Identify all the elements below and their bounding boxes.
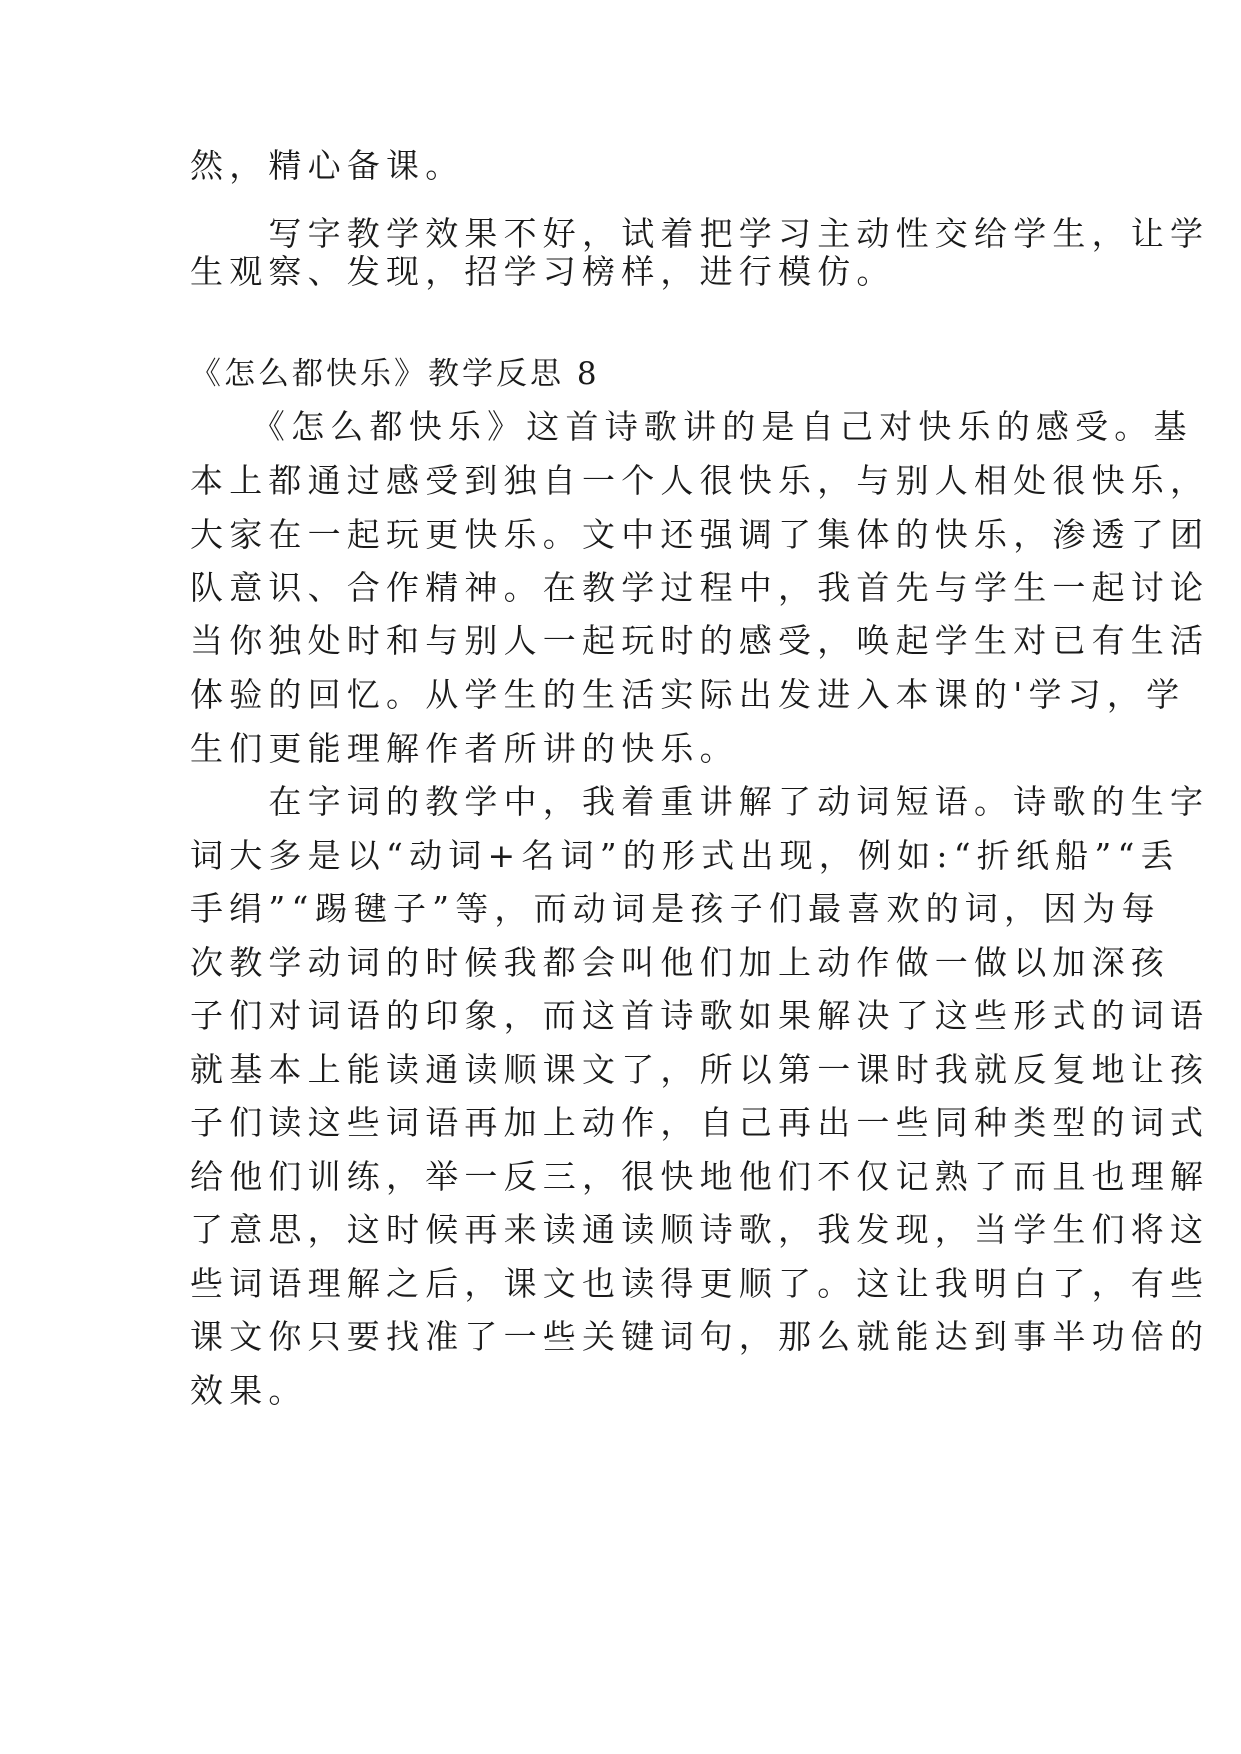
text-line: 当你独处时和与别人一起玩时的感受，唤起学生对已有生活 bbox=[190, 621, 1210, 660]
text-line: 队意识、合作精神。在教学过程中，我首先与学生一起讨论 bbox=[190, 568, 1210, 607]
text-line: 词大多是以“动词+名词”的形式出现，例如:“折纸船”“丢 bbox=[190, 836, 1180, 875]
section-heading: 《怎么都快乐》教学反思 8 bbox=[190, 356, 600, 392]
text-line: 大家在一起玩更快乐。文中还强调了集体的快乐，渗透了团 bbox=[190, 515, 1210, 554]
text-line: 子们对词语的印象，而这首诗歌如果解决了这些形式的词语 bbox=[190, 996, 1210, 1035]
text-line: 就基本上能读通读顺课文了，所以第一课时我就反复地让孩 bbox=[190, 1050, 1210, 1089]
text-line: 课文你只要找准了一些关键词句，那么就能达到事半功倍的 bbox=[190, 1317, 1210, 1356]
text-line: 在字词的教学中，我着重讲解了动词短语。诗歌的生字 bbox=[190, 782, 1210, 821]
text-line: 写字教学效果不好，试着把学习主动性交给学生，让学 bbox=[190, 214, 1210, 253]
text-line: 子们读这些词语再加上动作，自己再出一些同种类型的词式 bbox=[190, 1103, 1210, 1142]
text-line: 《怎么都快乐》这首诗歌讲的是自己对快乐的感受。基 bbox=[190, 407, 1193, 446]
text-line: 生们更能理解作者所讲的快乐。 bbox=[190, 729, 739, 768]
text-line: 些词语理解之后，课文也读得更顺了。这让我明白了，有些 bbox=[190, 1264, 1210, 1303]
text-line: 然，精心备课。 bbox=[190, 146, 465, 185]
text-line: 体验的回忆。从学生的生活实际出发进入本课的'学习，学 bbox=[190, 675, 1186, 714]
text-line: 给他们训练，举一反三，很快地他们不仅记熟了而且也理解 bbox=[190, 1157, 1210, 1196]
text-line: 了意思，这时候再来读通读顺诗歌，我发现，当学生们将这 bbox=[190, 1210, 1210, 1249]
text-line: 生观察、发现，招学习榜样，进行模仿。 bbox=[190, 252, 896, 291]
text-line: 效果。 bbox=[190, 1371, 308, 1410]
text-line: 本上都通过感受到独自一个人很快乐，与别人相处很快乐， bbox=[190, 461, 1210, 500]
text-line: 手绢”“踢毽子”等，而动词是孩子们最喜欢的词，因为每 bbox=[190, 889, 1161, 928]
text-line: 次教学动词的时候我都会叫他们加上动作做一做以加深孩 bbox=[190, 943, 1170, 982]
